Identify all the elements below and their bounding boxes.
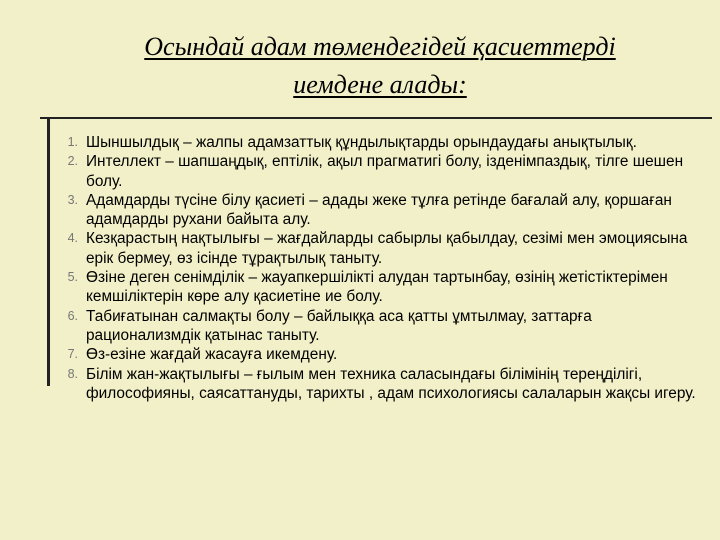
list-item [58,365,708,404]
list-item-text: Өзіне деген сенімділік – жауапкершілікті алудан тартынбау, өзінің жетістіктерімен кемшіліктерін көре алу қасиетіне ие болу. [86,269,668,306]
slide-title-line-1: Осындай адам төмендегідей қасиеттерді [144,32,616,61]
left-accent-line [47,118,50,386]
list-item-text: Өз-езіне жағдай жасауға икемдену. [86,346,338,364]
list-item-number: 6. [67,308,78,323]
slide-title-line-2: иемдене алады: [293,70,467,99]
list-item-text: Интеллект – шапшаңдық, ептілік, ақыл прагматигі болу, ізденімпаздық, тілге шешен болу. [86,153,684,190]
list-item-number: 1. [67,135,78,149]
title-divider-line [40,117,712,119]
list-item-text: Табиғатынан салмақты болу – байлыққа аса қатты ұмтылмау, заттарға рационализмдік қатынас таныту. [86,307,592,344]
list-item [58,229,708,268]
list-item-number: 4. [67,231,78,246]
list-item-number: 5. [67,270,78,285]
list-item [58,133,708,152]
list-item-text: Шыншылдық – жалпы адамзаттық құндылықтарды орындаудағы анықтылық. [86,134,637,151]
list-item-number: 8. [67,366,78,381]
list-item [58,345,708,364]
slide-title [70,28,690,104]
list-item [58,307,708,346]
qualities-list [58,133,708,403]
list-item-text: Кезқарастың нақтылығы – жағдайларды сабырлы қабылдау, сезімі мен эмоциясына ерік бермеу, өз ісінде тұрақтылық таныту. [86,230,688,267]
list-item-number: 7. [67,347,78,362]
list-item-text: Адамдарды түсіне білу қасиеті – адады жеке тұлға ретінде бағалай алу, қоршаған адамдарды рухани байыта алу. [86,191,672,229]
list-item-text: Білім жан-жақтылығы – ғылым мен техника саласындағы білімінің тереңділігі, философияны, саясаттануды, тарихты , адам психологиясы салаларын жақсы игеру. [86,365,696,402]
list-item-number: 3. [67,192,78,207]
list-item [58,268,708,307]
list-item [58,152,708,191]
list-item-number: 2. [67,154,78,169]
list-item [58,191,708,230]
